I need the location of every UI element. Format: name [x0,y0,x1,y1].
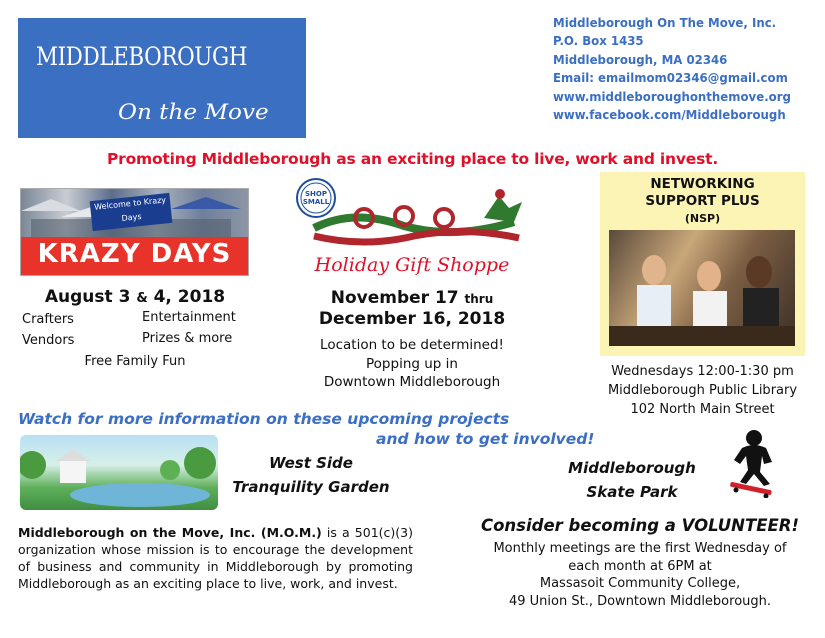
watch-line2: and how to get involved! [376,430,595,448]
nsp-meeting-photo [609,230,795,346]
holiday-loc-line1: Location to be determined! [320,337,504,353]
volunteer-line3: Massasoit Community College, [539,576,741,592]
nsp-address: 102 North Main Street [630,402,775,417]
krazy-days-title: KRAZY DAYS [37,239,232,269]
logo [18,18,306,138]
shop-small-badge-line1: SHOP [305,190,327,198]
holiday-thru: thru [464,292,494,306]
mom-description: Middleborough on the Move, Inc. (M.O.M.) is a 501(c)(3) organization whose mission is to encourage the development of business and community in Middleborough by promoting Middleborough as an exciting place to live, work, and invest. [18,525,413,591]
krazy-days-item: Entertainment [142,310,236,325]
nsp-where: Middleborough Public Library [607,383,798,398]
nsp-title-line3: (NSP) [684,212,721,225]
krazy-days-date-amp: & [136,291,148,306]
nsp-title-line2: SUPPORT PLUS [645,193,760,209]
nsp-info [590,362,815,419]
garden-line1: West Side [269,454,353,472]
krazy-days-item: Crafters [22,312,74,327]
holiday-loc-line3: Downtown Middleborough [323,374,501,390]
nsp-when: Wednesdays 12:00-1:30 pm [611,364,794,379]
krazy-days-date-b: 4, 2018 [153,287,226,307]
krazy-days-date [20,287,250,307]
holiday-loc-line2: Popping up in [366,355,458,372]
holiday-title: Holiday Gift Shoppe [314,254,510,276]
garden-gazebo-illustration [20,435,218,510]
nsp-title-line1: NETWORKING [650,176,755,192]
skate-line2: Skate Park [586,483,678,501]
krazy-days-banner: Welcome to Krazy Days [90,193,173,231]
skateboarder-icon [720,428,790,498]
volunteer-text [470,540,810,610]
logo-line2: On the Move [118,100,269,124]
krazy-days-footer: Free Family Fun [84,354,186,369]
krazy-days-item: Vendors [22,333,75,348]
skate-line1: Middleborough [568,459,696,477]
volunteer-line4: 49 Union St., Downtown Middleborough. [508,593,772,609]
contact-org: Middleborough On The Move, Inc. [553,15,777,30]
garden-line2: Tranquility Garden [232,478,390,496]
watch-line1: Watch for more information on these upcoming projects [18,410,510,428]
krazy-days-item: Prizes & more [142,331,233,346]
krazy-days-date-a: August 3 [44,287,131,307]
volunteer-line1: Monthly meetings are the first Wednesday of [493,541,787,556]
nsp-panel [600,172,805,356]
contact-website[interactable]: www.middleboroughonthemove.org [553,88,791,104]
holiday-date-start [292,288,532,308]
contact-facebook[interactable]: www.facebook.com/Middleborough [553,107,786,123]
meeting-people-illustration [609,230,795,346]
holiday-location [292,336,532,392]
garden-title [226,451,396,499]
holiday-wreath-illustration [294,178,526,252]
contact-pobox: P.O. Box 1435 [553,33,644,49]
holiday-date1: November 17 [330,288,459,308]
contact-email[interactable]: Email: emailmom02346@gmail.com [553,70,788,86]
contact-block [553,14,791,124]
shop-small-badge-line2: SMALL [302,198,330,206]
krazy-days-image [20,188,249,276]
contact-city: Middleborough, MA 02346 [553,51,728,67]
holiday-date-end: December 16, 2018 [318,309,506,329]
volunteer-line2: each month at 6PM at [568,558,712,574]
tagline: Promoting Middleborough as an exciting place to live, work and invest. [106,150,719,168]
skate-title [552,456,712,504]
logo-line1: MIDDLEBOROUGH [36,42,248,71]
volunteer-title: Consider becoming a VOLUNTEER! [480,516,800,535]
nsp-title [600,176,805,227]
garden-image [20,435,218,510]
